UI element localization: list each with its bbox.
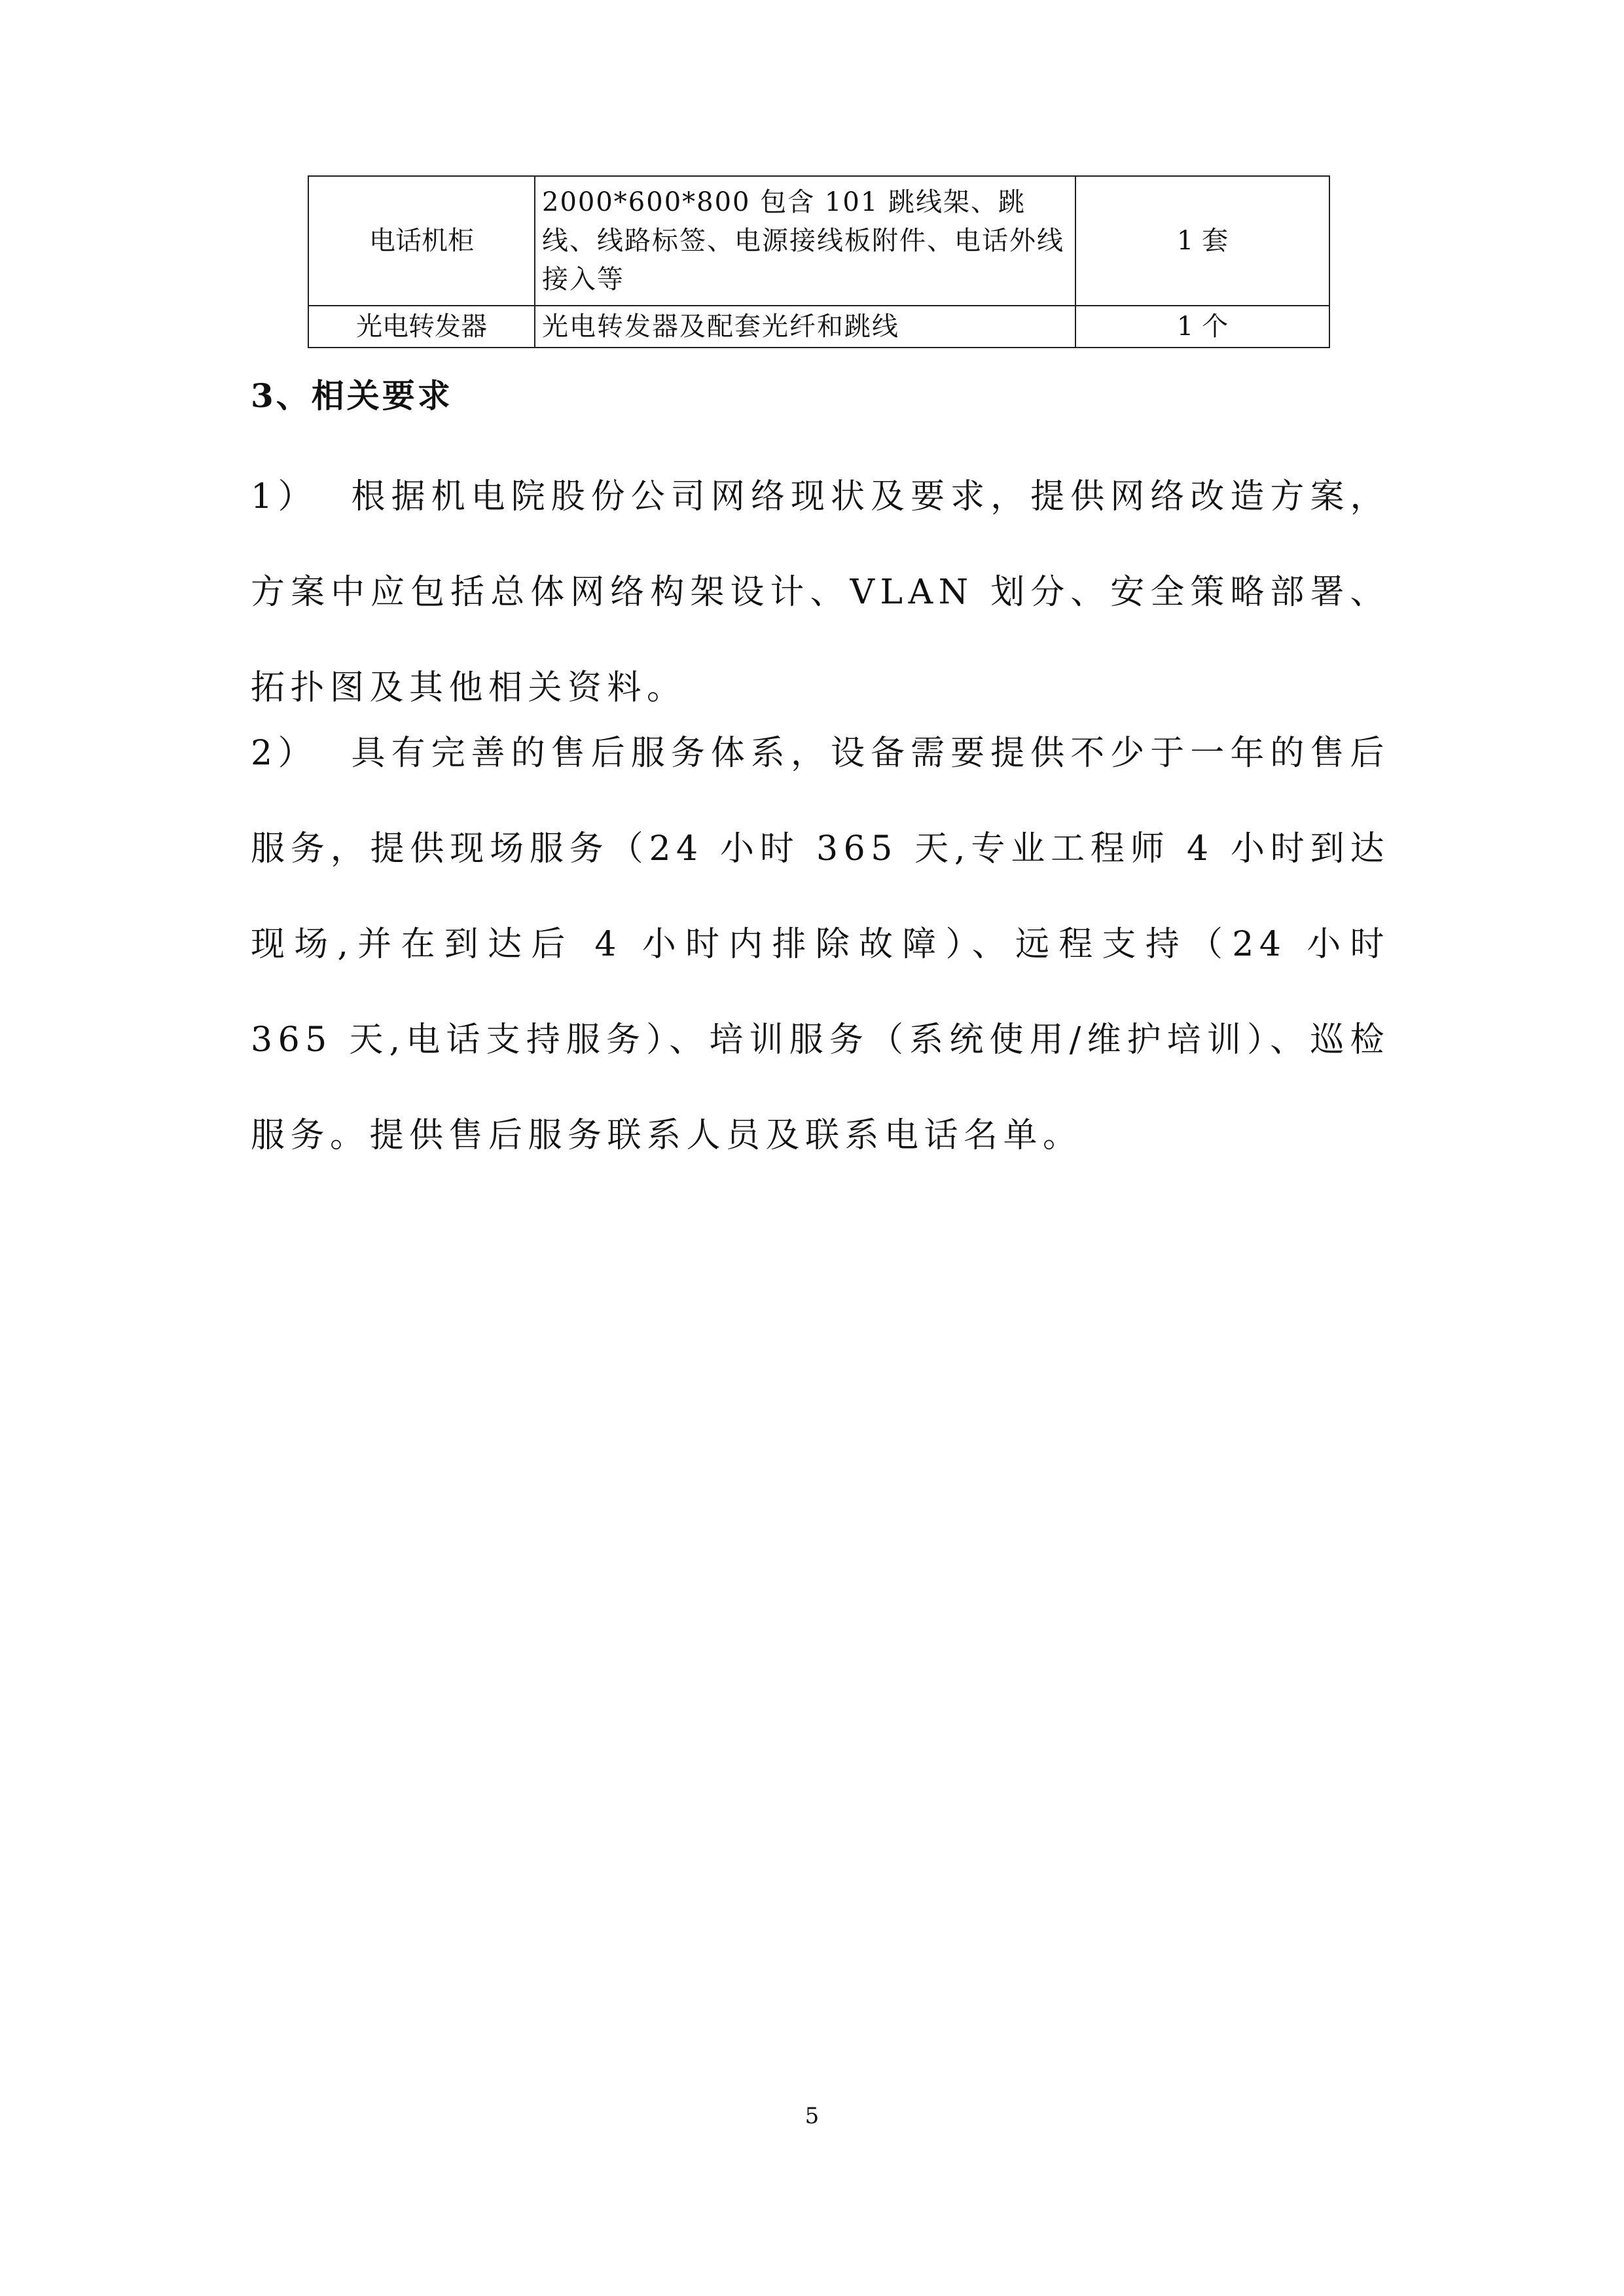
- table-row: [308, 176, 1329, 306]
- table-row: [308, 306, 1329, 348]
- requirement-item: [251, 449, 1390, 736]
- equipment-table: [308, 175, 1330, 348]
- equipment-name-cell: 电话机柜: [308, 176, 535, 306]
- section-heading: 3、相关要求: [251, 376, 453, 415]
- equipment-quantity-cell: 1 个: [1075, 306, 1329, 348]
- requirement-item: [251, 706, 1390, 1183]
- equipment-quantity-cell: 1 套: [1075, 176, 1329, 306]
- equipment-name-cell: 光电转发器: [308, 306, 535, 348]
- equipment-description-cell: 光电转发器及配套光纤和跳线: [535, 306, 1075, 348]
- requirement-number: 2）: [251, 734, 318, 773]
- requirement-number: 1）: [251, 477, 318, 516]
- equipment-description-cell: 2000*600*800 包含 101 跳线架、跳线、线路标签、电源接线板附件、电话外线接入等: [535, 176, 1075, 306]
- requirement-text: 具有完善的售后服务体系，设备需要提供不少于一年的售后服务，提供现场服务（24 小时 365 天,专业工程师 4 小时到达现场,并在到达后 4 小时内排除故障）、远程支持（24 小时 365 天,电话支持服务）、培训服务（系统使用/维护培训）、巡检服务。提供售后服务联系人员及联系电话名单。: [251, 734, 1390, 1155]
- page-number: 5: [804, 2103, 820, 2129]
- requirement-text: 根据机电院股份公司网络现状及要求，提供网络改造方案，方案中应包括总体网络构架设计、VLAN 划分、安全策略部署、拓扑图及其他相关资料。: [251, 477, 1390, 708]
